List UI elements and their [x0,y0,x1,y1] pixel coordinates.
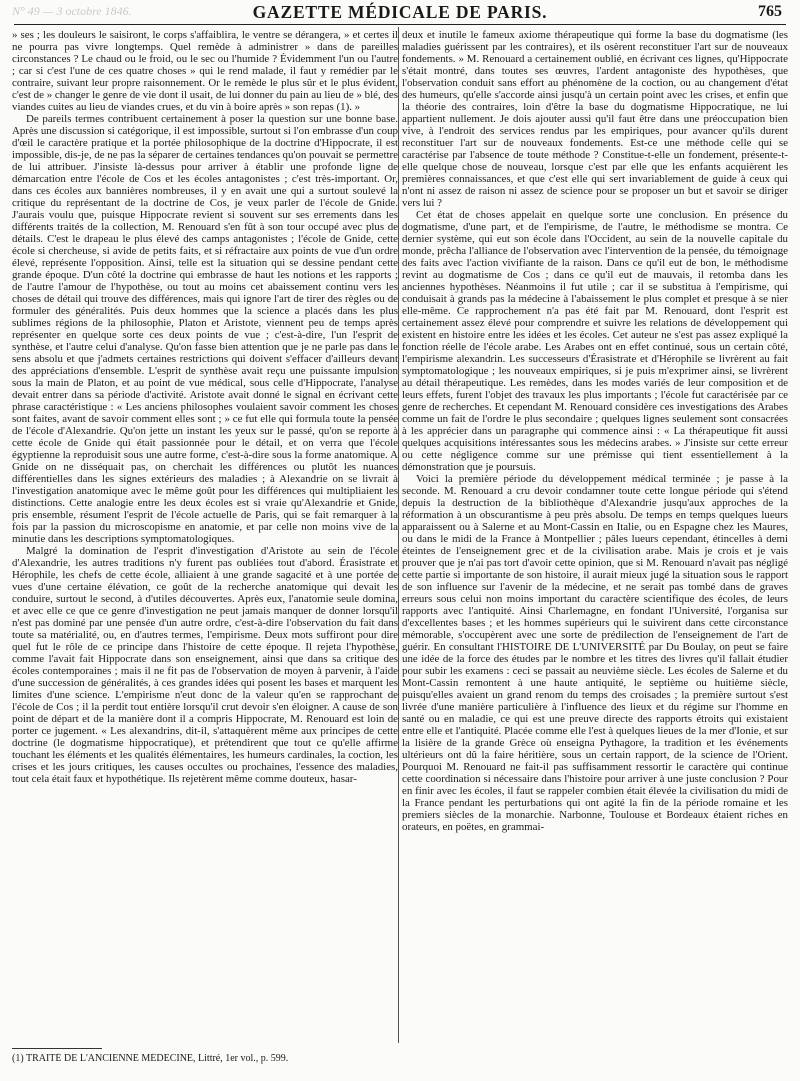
page-number: 765 [758,3,782,20]
issue-stamp: N° 49 — 3 octobre 1846. [12,4,132,18]
page-title: GAZETTE MÉDICALE DE PARIS. [252,2,548,22]
header-rule [14,24,786,25]
footnote: (1) TRAITÉ DE L'ANCIENNE MÉDECINE, Littré, 1er vol., p. 599. [12,1053,289,1064]
right-paragraph-1: deux et inutile le fameux axiome thérapeutique qui forme la base du dogmatisme (les maladies guérissent par les contraires), et ils osèrent reconstituer l'art sur de nouveaux fondements. » M. Renouard a certainement oublié, en écrivant ces lignes, qu'Hippocrate s'était montré, dans toutes ses œuvres, l'ardent antagoniste des hypothèses, que l'observation conduit sans effort au phénomène de la coction, ou au changement d'état des humeurs, qu'elle s'accorde ainsi jusqu'à un certain point avec les crises, et enfin que la théorie des contraires, loin d'être la base du dogmatisme Hippocratique, ne lui appartient nullement. Je dois ajouter aussi qu'il faut être dans une préoccupation bien vive, à l'endroit des services rendus par les empiriques, pour avancer qu'ils durent reconstituer l'art sur de nouveaux fondements. Est-ce une méthode celle qui se caractérise par l'absence de toute méthode ? Constitue-t-elle un fondement, présente-t-elle quelque chose de nouveau, lorsque c'est par elle que les enfants acquièrent les premières connaissances, et que c'est elle qui sert invariablement de guide à ceux qui n'ont ni assez de raison ni assez de science pour se proposer un but et savoir se diriger vers lui ? [402,29,788,209]
footnote-rule [12,1048,102,1049]
right-paragraph-3: Voici la première période du développement médical terminée ; je passe à la seconde. M. Renouard a cru devoir condamner toute cette longue période qui s'étend depuis la destruction de la bibliothèque d'Alexandrie jusqu'aux approches de la réformation à un obscurantisme à peu près absolu. De temps en temps quelques lueurs apparaissent ou à Salerne et au Mont-Cassin en Italie, ou en Espagne chez les Maures, ou dans le midi de la France à Montpellier ; pâles lueurs cependant, étincelles à demi éteintes de l'enseignement grec et de la civilisation arabe. Mais je crois et je vais prouver que je n'ai pas tort d'avoir cette opinion, que si M. Renouard n'avait pas négligé cette partie si importante de son histoire, il aurait mieux jugé la situation sous le rapport de son influence sur l'avenir de la médecine, et ne serait pas tombé dans de graves erreurs sous celui non moins important du caractère scientifique des écoles, de leurs rapports avec l'antiquité. Ainsi Charlemagne, en fondant l'Université, l'organisa sur d'excellentes bases ; et les hommes supérieurs qui le suivirent dans cette circonstance mémorable, s'occupèrent avec une sorte de prédilection de l'enseignement de l'art de guérir. En consultant l'HISTOIRE DE L'UNIVERSITÉ par Du Boulay, on peut se faire une idée de la force des études par le nombre et les titres des livres qu'il fallait étudier pour subir les examens : ceci se passait au neuvième siècle. Les écoles de Salerne et du Mont-Cassin remontent à une haute antiquité, le septième ou huitième siècle, puisqu'elles avaient un grand renom du temps des croisades ; la première surtout s'est livrée d'une manière particulière à l'influence des lieux et du régime sur l'homme en santé ou en maladie, ce qui est une preuve directe des rapports étroits qui existaient entre elle et l'antiquité. Placée comme elle l'est à quelques lieues de la mer d'Ionie, et sur la lisière de la grande Grèce où enseigna Pythagore, la tradition et les événements ultérieurs ont dû la faire héritière, sous un certain rapport, de la science de l'Orient. Pourquoi M. Renouard ne fait-il pas suffisamment ressortir le caractère qui continue cette coordination si nécessaire dans l'histoire pour arriver à une juste conclusion ? Pour en finir avec les écoles, il faut se rappeler combien était élevée la civilisation du midi de la France pendant les perturbations qui ont agité la fin de la période romaine et les premiers siècles de la monarchie. Narbonne, Toulouse et Bordeaux étaient riches en orateurs, en poëtes, en grammai- [402,473,788,833]
left-paragraph-3: Malgré la domination de l'esprit d'investigation d'Aristote au sein de l'école d'Alexandrie, les autres traditions n'y furent pas oubliées tout d'abord. Érasistrate et Hérophile, les chefs de cette école, alliaient à une grande sagacité et à une portée de vues d'une certaine élévation, ce goût de la recherche anatomique qui devait les conduire, surtout le second, à d'utiles découvertes. Après eux, l'anatomie seule domina, et avec elle ce que ce genre d'investigation ne peut jamais manquer de donner lorsqu'il n'est pas dominé par une pensée d'un autre ordre, c'est-à-dire l'observation du fait dans toute sa matérialité, ou, en d'autres termes, l'empirisme. Deux mots suffiront pour dire quel fut le rôle de ce principe dans l'histoire de cette époque. Il rejeta l'hypothèse, comme l'avait fait Hippocrate dans son enseignement, ainsi que dans sa critique des écoles contemporaines ; mais il ne fit pas de l'observation de moyen à parvenir, à l'aide d'une succession de généralités, à ces grandes idées qui posent les bases et marquent les limites d'une science. L'empirisme n'eut donc de la valeur qu'en se rapprochant de l'école de Cos ; il la perdit tout entière lorsqu'il crut devoir s'en éloigner. A cause de son point de départ et de la manière dont il a compris Hippocrate, M. Renouard est loin de porter ce jugement. « Les alexandrins, dit-il, s'attaquèrent même aux principes de cette doctrine (le dogmatisme hippocratique), et prétendirent que tout ce qu'elle affirme touchant les éléments et les qualités élémentaires, les humeurs cardinales, la coction, les crises et les jours critiques, les causes occultes ou prochaines, l'essence des maladies, tout cela était faux et hypothétique. Ils rejetèrent même comme douteux, hasar- [12,545,398,785]
left-column [12,29,398,1041]
left-paragraph-1: » ses ; les douleurs le saisiront, le corps s'affaiblira, le ventre se dérangera, » et certes il ne pourra pas vivre longtemps. Quel remède à administrer » dans de pareilles circonstances ? Le chaud ou le froid, ou le sec ou l'humide ? Évidemment l'un ou l'autre ; car si c'est l'une de ces quatre choses » qui le rend malade, il faut y remédier par le contraire, suivant leur propre raisonnement. Or le remède le plus sûr et le plus évident, c'est de » changer le genre de vie dont il usait, de lui donner du pain au lieu de » blé, des viandes cuites au lieu de viandes crues, et du vin à boire après » son repas (1). » [12,29,398,113]
left-paragraph-2: De pareils termes contribuent certainement à poser la question sur une bonne base. Après une discussion si catégorique, il est impossible, surtout si l'on embrasse d'un coup d'œil le caractère pratique et la portée philosophique de la doctrine d'Hippocrate, il est impossible, dis-je, de ne pas la séparer de certaines tendances qu'on pouvait se permettre de lui attribuer. J'insiste là-dessus pour arriver à établir une profonde ligne de démarcation entre l'école de Cos et les écoles antagonistes ; c'est très-important. Or, dans ces écoles aux bannières nombreuses, il y en avait une qui a surtout soulevé la critique du représentant de la doctrine de Cos, je veux parler de l'école de Gnide. J'aurais voulu que, puisque Hippocrate revient si souvent sur ses errements dans les différents traités de la collection, M. Renouard s'en fût à son tour occupé avec plus de détails. C'est le drapeau le plus élevé des camps antagonistes ; l'école de Gnide, cette école si chercheuse, si avide de petits faits, et si réfractaire aux points de vue d'un ordre élevé, représente l'opposition. Ainsi, telle est la situation qui se dessine pendant cette grande époque. D'un côté la doctrine qui embrasse de haut les notions et les rapports ; de l'autre l'amour de l'hypothèse, ou tout au moins cet abaissement continu vers les choses de détail qui trouve des différences, mais qui ignore l'art de tirer des règles ou de formuler des généralités. Puis deux hommes que la science a placés dans les plus sublimes régions de la philosophie, Platon et Aristote, viennent peu de temps après représenter en quelque sorte ces deux points de vue ; c'est-à-dire, l'un l'esprit de synthèse, et l'autre celui d'analyse. Qu'on fasse bien attention que je ne parle pas dans le sens absolu et que j'admets certaines restrictions qui doivent s'effacer d'ailleurs devant des appréciations d'ensemble. L'esprit de synthèse avait reçu une puissante impulsion sous la main de Platon, et au point de vue médical, sous celle d'Hippocrate, l'analyse devait entrer dans sa période d'activité. Aristote avait donné le signal en écrivant cette phrase caractéristique : « Les anciens philosophes voulaient savoir comment les choses sont faites, avant de savoir comment elles sont ; » ce fut elle qui formula toute la pensée de l'école d'Alexandrie. Qu'on jette un instant les yeux sur le passé, qu'on se reporte à cette école de Gnide qui était passionnée pour le détail, et on verra que l'école égyptienne la reproduisit sous une autre forme, c'est-à-dire sous la forme anatomique. A Gnide on ne disséquait pas, on cherchait les différences ou plutôt les nuances différentielles dans les signes extérieurs des maladies ; à Alexandrie on se livrait à l'investigation anatomique avec le même goût pour les différences qui multipliaient les distinctions. Cette analogie entre les deux écoles est si vraie qu'Alexandrie et Gnide, pris ensemble, résument l'esprit de l'école actuelle de Paris, qui se fait remarquer à la fois par la passion du microscopisme en anatomie, et par celle non moins vive de la minutie dans les descriptions symptomatologiques. [12,113,398,545]
column-divider [398,27,399,1043]
right-column [402,29,788,1041]
right-paragraph-2: Cet état de choses appelait en quelque sorte une conclusion. En présence du dogmatisme, d'une part, et de l'empirisme, de l'autre, le méthodisme se montra. Ce dernier système, qui eut son école dans l'Occident, au sein de la nouvelle capitale du monde, prêcha l'alliance de l'observation avec l'intervention de la pensée, du témoignage des faits avec l'action vivifiante de la raison. Dans ce qu'il eut de bon, le méthodisme revint au dogmatisme de Cos ; dans ce qu'il eut de mauvais, il retomba dans les anciennes hypothèses. Néanmoins il fut utile ; car il se substitua à l'empirisme, qui conduisait à grands pas la médecine à l'abaissement le plus complet et presque à se nier elle-même. Ce rapprochement n'a pas été fait par M. Renouard, dont l'esprit est certainement assez élevé pour comprendre et suivre les relations de développement qui existent en histoire entre les idées et les écoles. Cet auteur ne s'est pas assez expliqué la fonction réelle de l'école arabe. Les Arabes ont en effet continué, sous un certain côté, l'empirisme alexandrin. Les successeurs d'Érasistrate et d'Hérophile se livrèrent au fait symptomatologique ; les nouveaux empiriques, si je puis m'exprimer ainsi, se livrèrent au détail thérapeutique. Les remèdes, dans les modes variés de leur composition et de leurs effets, furent l'objet des travaux les plus importants ; l'école fut caractérisée par ce genre de recherches. Et cependant M. Renouard considère ces investigations des Arabes comme un fait de l'ordre le plus secondaire ; quelques lignes seulement sont consacrées à les apprécier dans un paragraphe qui commence ainsi : « La thérapeutique fit aussi quelques acquisitions intéressantes sous les médecins arabes. » J'insiste sur cette erreur ou cette négligence comme sur une prémisse qui tient essentiellement à la démonstration que je poursuis. [402,209,788,473]
